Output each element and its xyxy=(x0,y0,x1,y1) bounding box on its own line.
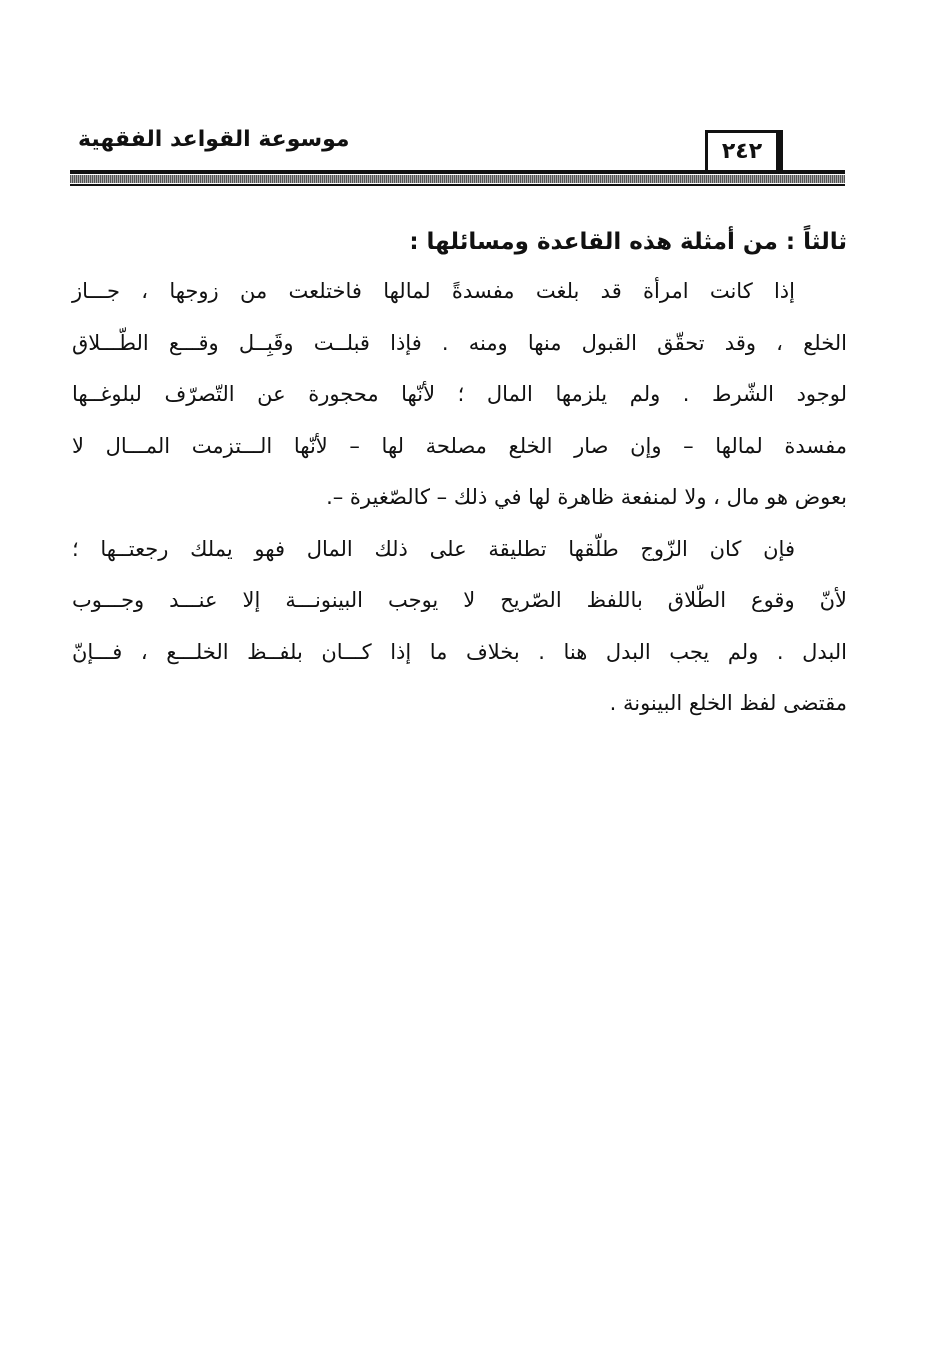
text-line: لأنّ وقوع الطّلاق باللفظ الصّريح لا يوجب البينونـــة إلا عنـــد وجـــوب xyxy=(72,588,847,612)
text-line: بعوض هو مال ، ولا لمنفعة ظاهرة لها في ذلك – كالصّغيرة –. xyxy=(326,485,847,509)
page-header xyxy=(70,115,845,185)
paragraph-1 xyxy=(72,266,847,524)
text-line: فإن كان الزّوج طلّقها تطليقة على ذلك المال فهو يملك رجعتــها ؛ xyxy=(72,536,795,561)
text-line: مفسدة لمالها – وإن صار الخلع مصلحة لها – لأنّها الـــتزمت المـــال لا xyxy=(72,433,847,458)
header-rule-shaded xyxy=(70,175,845,183)
text-line: لوجود الشّرط . ولم يلزمها المال ؛ لأنّها محجورة عن التّصرّف لبلوغــها xyxy=(72,382,847,406)
text-line: الخلع ، وقد تحقّق القبول منها ومنه . فإذا قبلــت وقَبِــل وقـــع الطّـــلاق xyxy=(72,330,847,355)
book-title: موسوعة القواعد الفقهية xyxy=(78,127,350,152)
text-line: البدل . ولم يجب البدل هنا . بخلاف ما إذا كـــان بلفــظ الخلـــع ، فـــإنّ xyxy=(72,639,847,664)
header-rule-thin xyxy=(70,184,845,186)
main-content xyxy=(72,218,847,730)
header-rule-thick xyxy=(70,170,845,174)
section-heading: ثالثاً : من أمثلة هذه القاعدة ومسائلها : xyxy=(409,229,847,255)
page-number: ٢٤٢ xyxy=(705,130,783,170)
text-line: مقتضى لفظ الخلع البينونة . xyxy=(609,691,847,715)
text-line: إذا كانت امرأة قد بلغت مفسدةً لمالها فاختلعت من زوجها ، جـــاز xyxy=(72,279,795,303)
paragraph-2 xyxy=(72,524,847,730)
